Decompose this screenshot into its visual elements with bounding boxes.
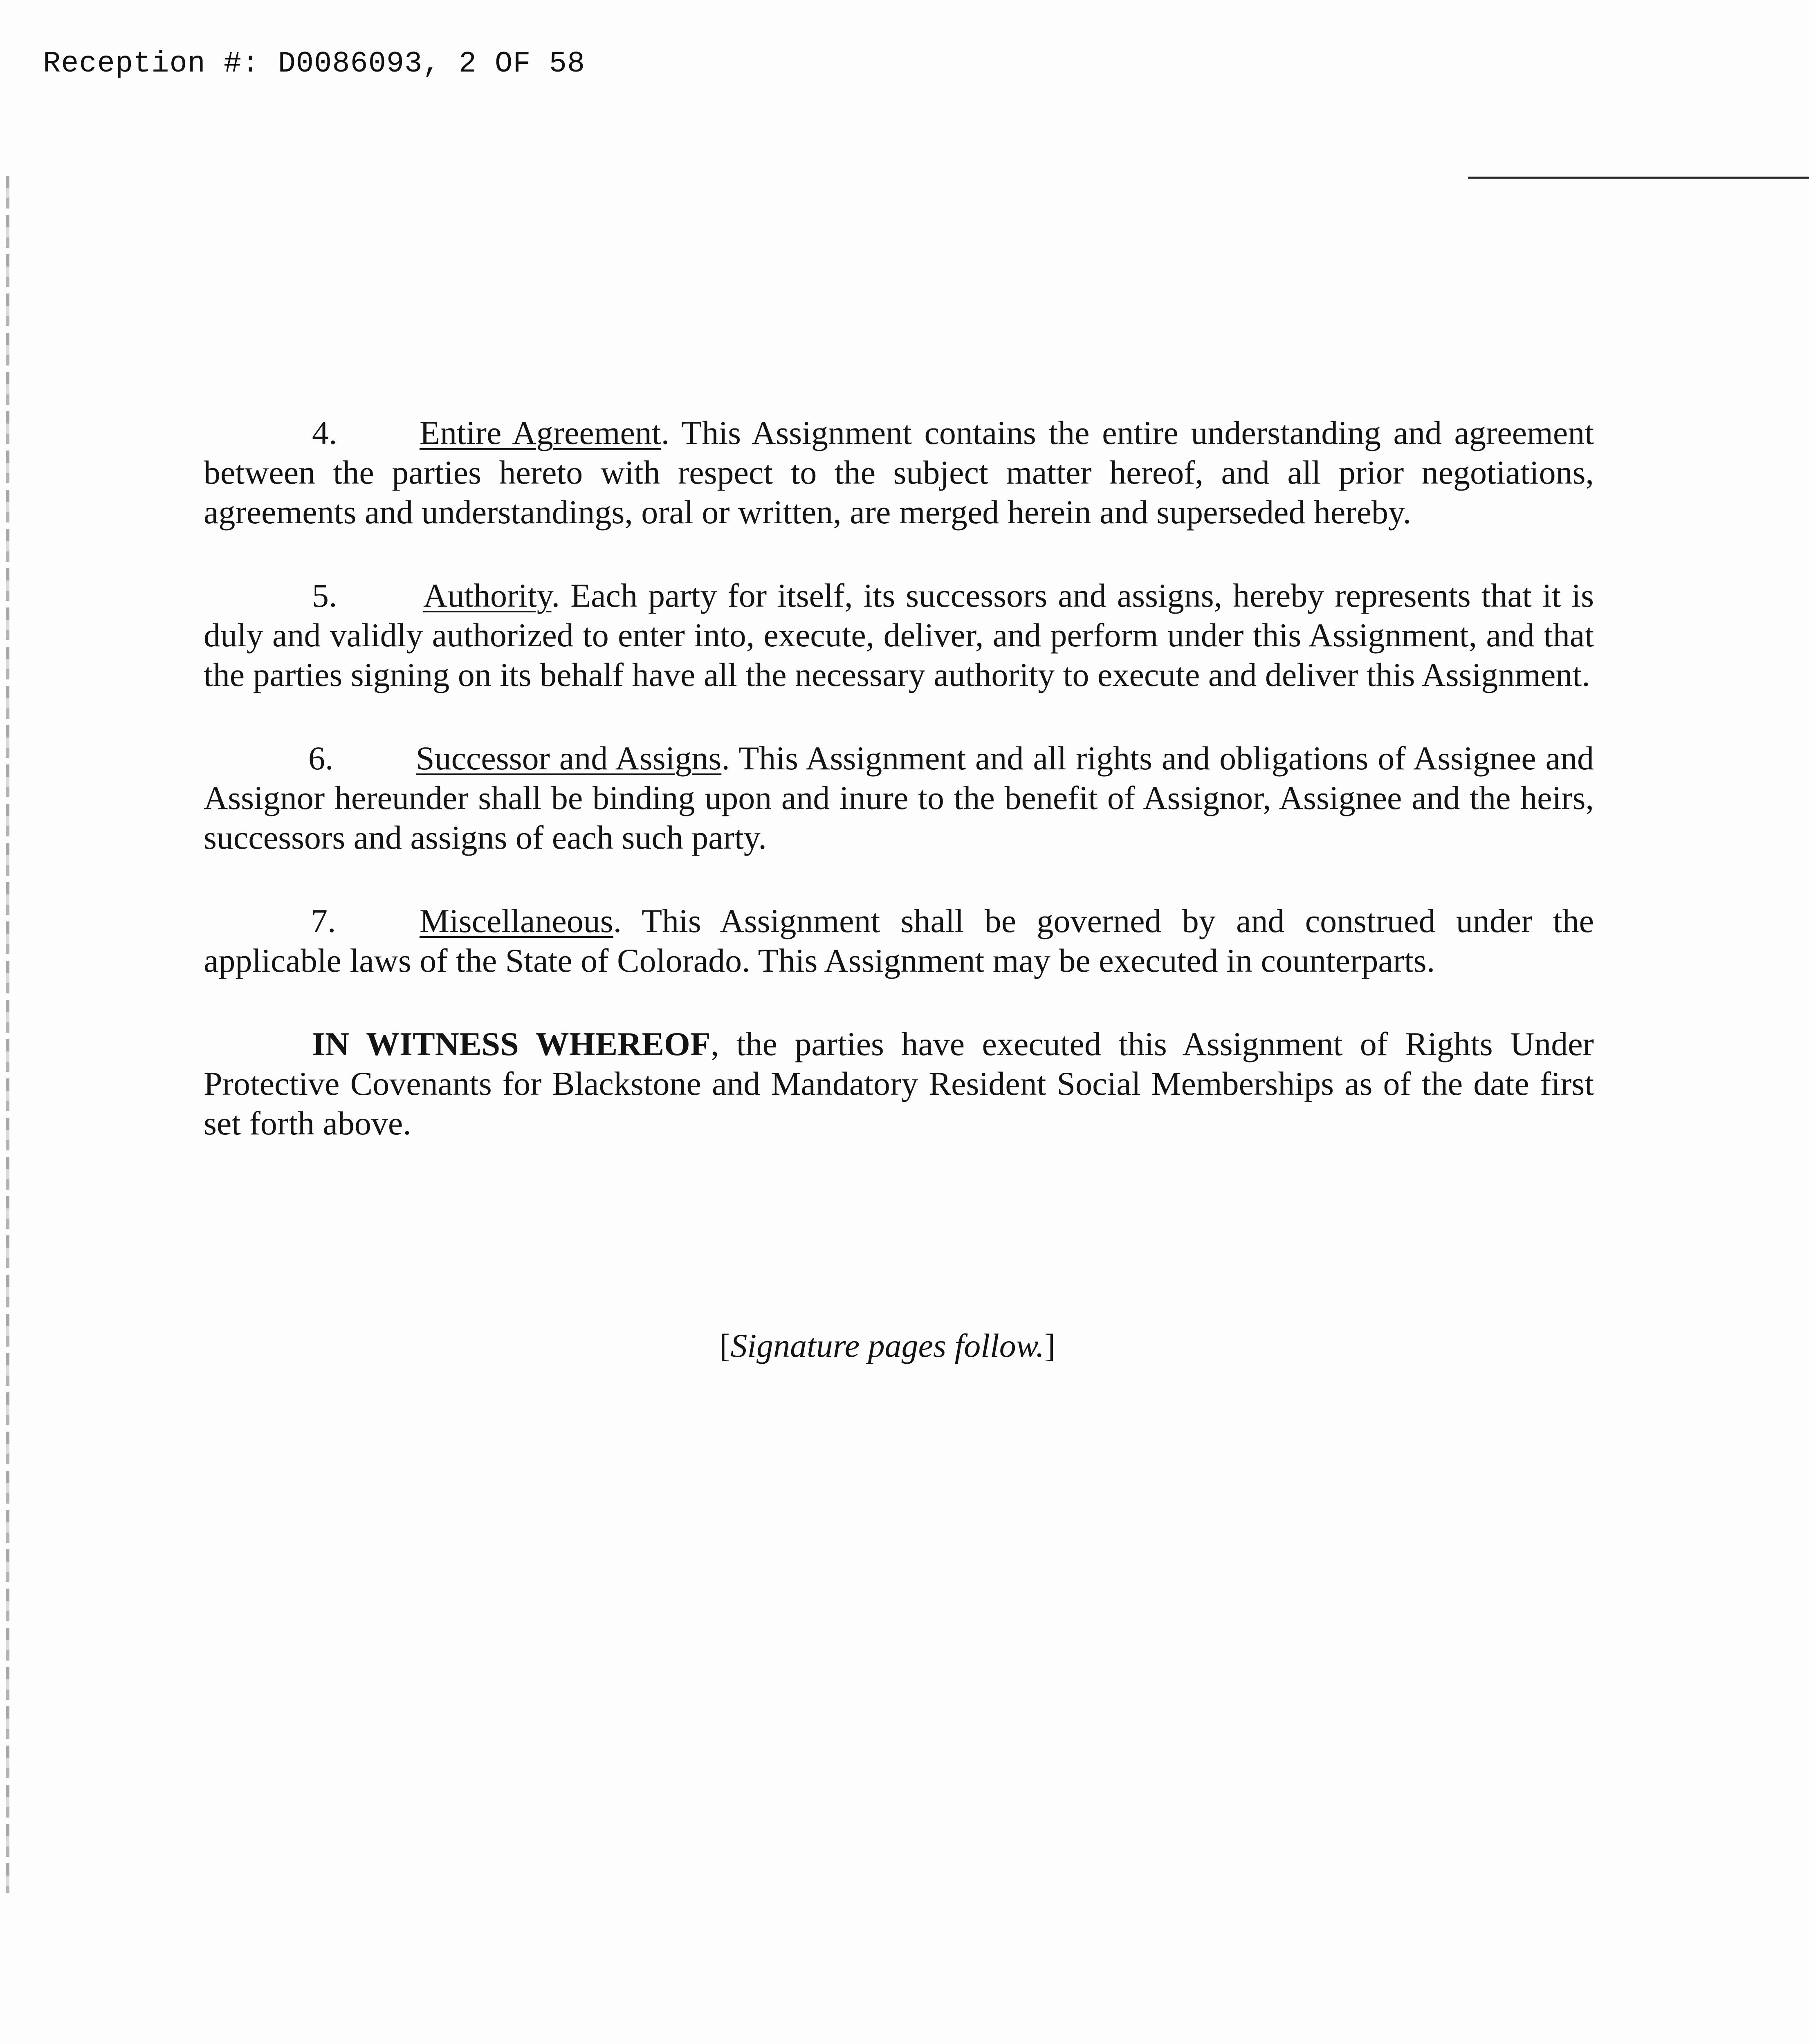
paragraph-text: . Each party for itself, its successors and assigns, hereby represents that it is duly and validly authorized to enter into, execute, deliver, and perform under this Assignment, and that the parties signing on its behalf have all the necessary authority to execute and deliver this Assignment. [204, 577, 1594, 693]
paragraph-miscellaneous [204, 901, 1594, 980]
witness-clause [204, 1024, 1594, 1143]
scan-edge-left [6, 176, 9, 1893]
witness-lead: IN WITNESS WHEREOF [312, 1025, 711, 1062]
signature-note-open: [ [719, 1327, 731, 1364]
paragraph-number: 6. [308, 740, 334, 777]
paragraph-number: 5. [312, 577, 337, 614]
paragraph-text: . This Assignment shall be governed by and construed under the applicable laws of the State of Colorado. This Assignment may be executed in counterparts. [204, 902, 1594, 979]
paragraph-entire-agreement [204, 413, 1594, 532]
signature-note-close: ] [1044, 1327, 1056, 1364]
paragraph-successor-assigns [204, 738, 1594, 857]
paragraph-number: 7. [311, 902, 336, 939]
top-rule-line [1468, 177, 1809, 179]
paragraph-heading: Entire Agreement [420, 414, 661, 451]
reception-number: Reception #: D0086093, 2 OF 58 [43, 47, 586, 81]
paragraph-heading: Miscellaneous [420, 902, 613, 939]
signature-note-text: Signature pages follow. [730, 1327, 1044, 1364]
witness-text: , the parties have executed this Assignment of Rights Under Protective Covenants for Blackstone and Mandatory Resident Social Memberships as of the date first set forth above. [204, 1025, 1594, 1142]
document-body [204, 413, 1594, 1187]
paragraph-text: . This Assignment contains the entire understanding and agreement between the parties hereto with respect to the subject matter hereof, and all prior negotiations, agreements and understandings, oral or written, are merged herein and superseded hereby. [204, 414, 1594, 531]
paragraph-authority [204, 576, 1594, 695]
paragraph-heading: Authority [423, 577, 552, 614]
paragraph-number: 4. [312, 414, 337, 451]
paragraph-text: . This Assignment and all rights and obligations of Assignee and Assignor hereunder shall be binding upon and inure to the benefit of Assignor, Assignee and the heirs, successors and assigns of each such party. [204, 740, 1594, 856]
paragraph-heading: Successor and Assigns [416, 740, 722, 777]
